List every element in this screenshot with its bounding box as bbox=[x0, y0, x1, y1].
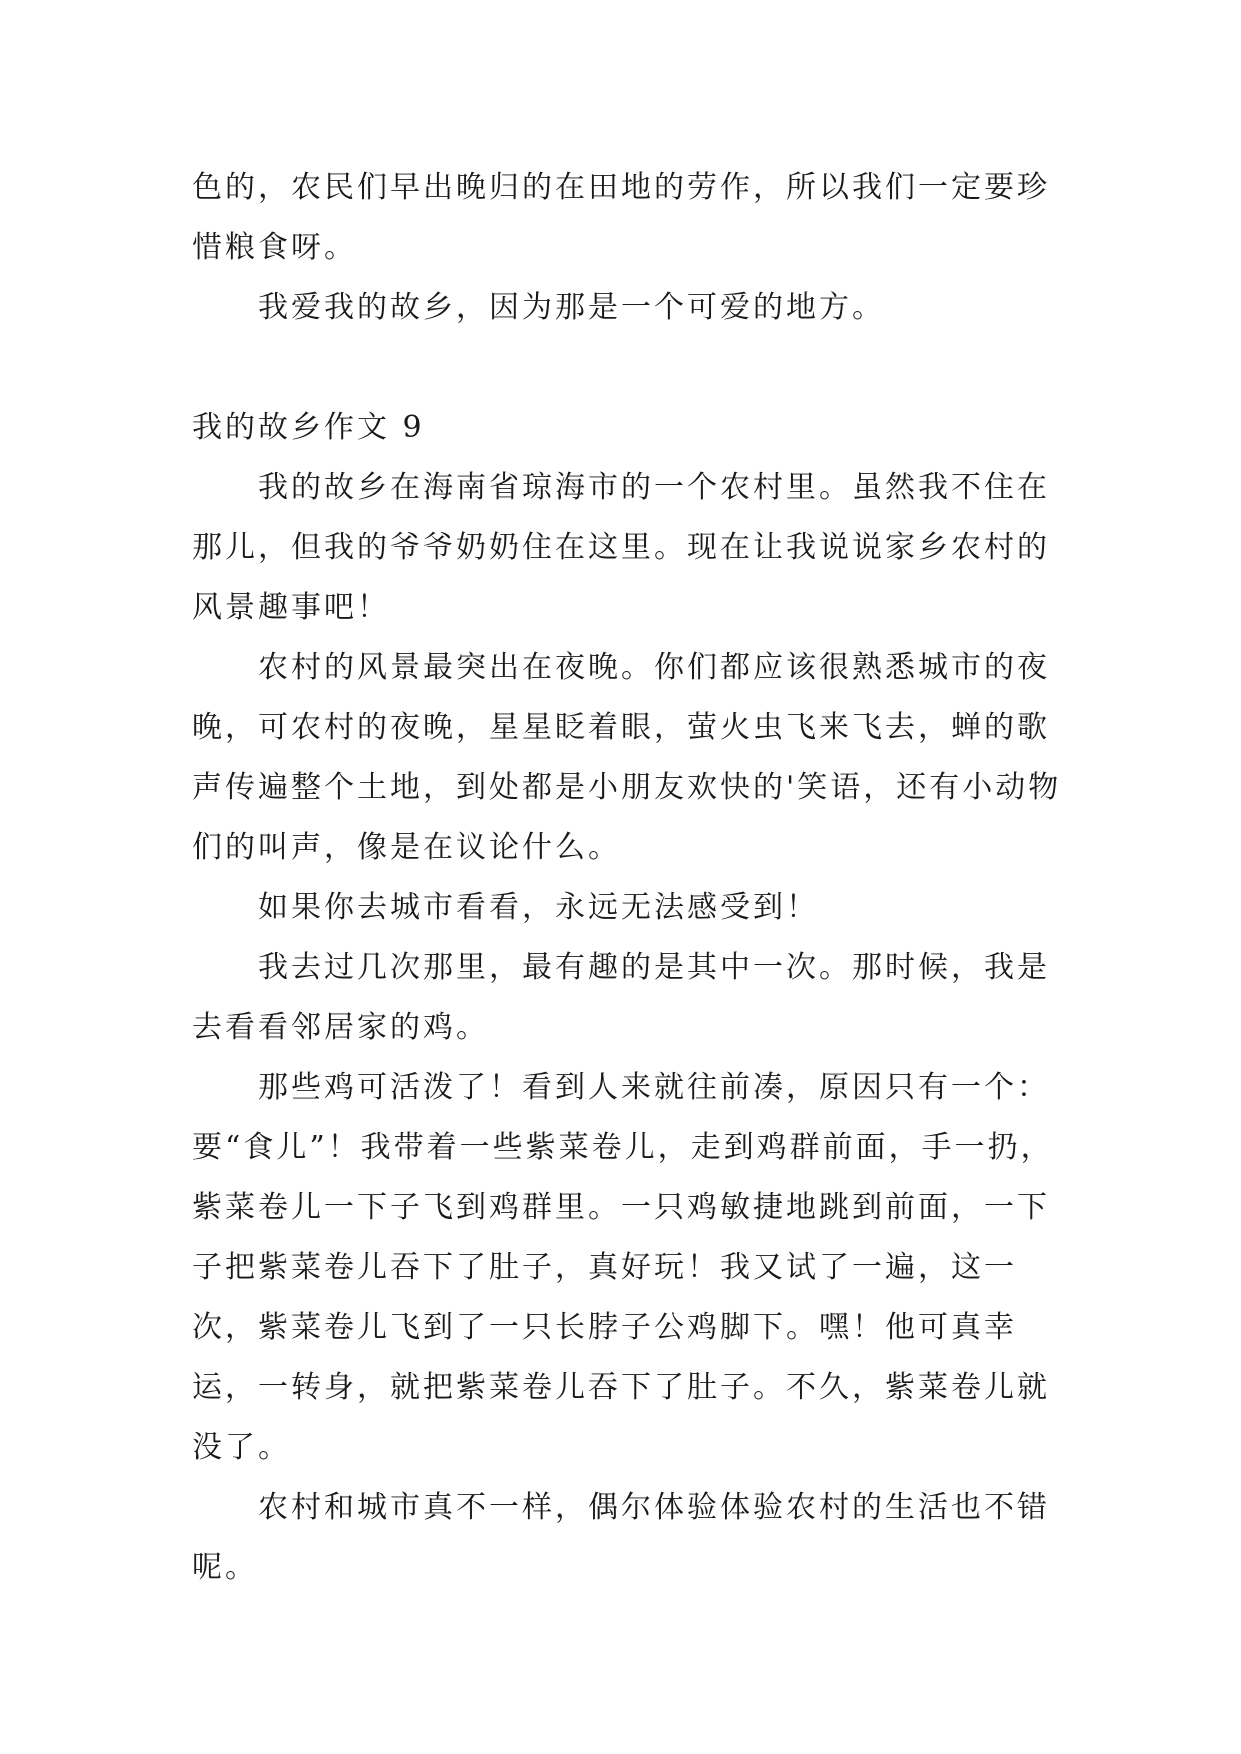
section-title: 我的故乡作文 9 bbox=[192, 410, 425, 445]
paragraph-continuation: 色的，农民们早出晚归的在田地的劳作，所以我们一定要珍惜粮食呀。 bbox=[192, 170, 1050, 265]
paragraph: 那些鸡可活泼了！看到人来就往前凑，原因只有一个：要“食儿”！我带着一些紫菜卷儿，走到鸡群前面，手一扔，紫菜卷儿一下子飞到鸡群里。一只鸡敏捷地跳到前面，一下子把紫菜卷儿吞下了肚子，真好玩！我又试了一遍，这一次，紫菜卷儿飞到了一只长脖子公鸡脚下。嘿！他可真幸运，一转身，就把紫菜卷儿吞下了肚子。不久，紫菜卷儿就没了。 bbox=[192, 1070, 1054, 1465]
paragraph: 如果你去城市看看，永远无法感受到！ bbox=[258, 890, 819, 925]
document-body bbox=[192, 158, 1062, 1598]
paragraph-closing: 我爱我的故乡，因为那是一个可爱的地方。 bbox=[258, 290, 885, 325]
paragraph: 我去过几次那里，最有趣的是其中一次。那时候，我是去看看邻居家的鸡。 bbox=[192, 950, 1050, 1045]
paragraph: 农村的风景最突出在夜晚。你们都应该很熟悉城市的夜晚，可农村的夜晚，星星眨着眼，萤火虫飞来飞去，蝉的歌声传遍整个土地，到处都是小朋友欢快的'笑语，还有小动物们的叫声，像是在议论什么。 bbox=[192, 650, 1062, 865]
paragraph: 我的故乡在海南省琼海市的一个农村里。虽然我不住在那儿，但我的爷爷奶奶住在这里。现在让我说说家乡农村的风景趣事吧！ bbox=[192, 470, 1050, 625]
paragraph: 农村和城市真不一样，偶尔体验体验农村的生活也不错呢。 bbox=[192, 1490, 1050, 1585]
